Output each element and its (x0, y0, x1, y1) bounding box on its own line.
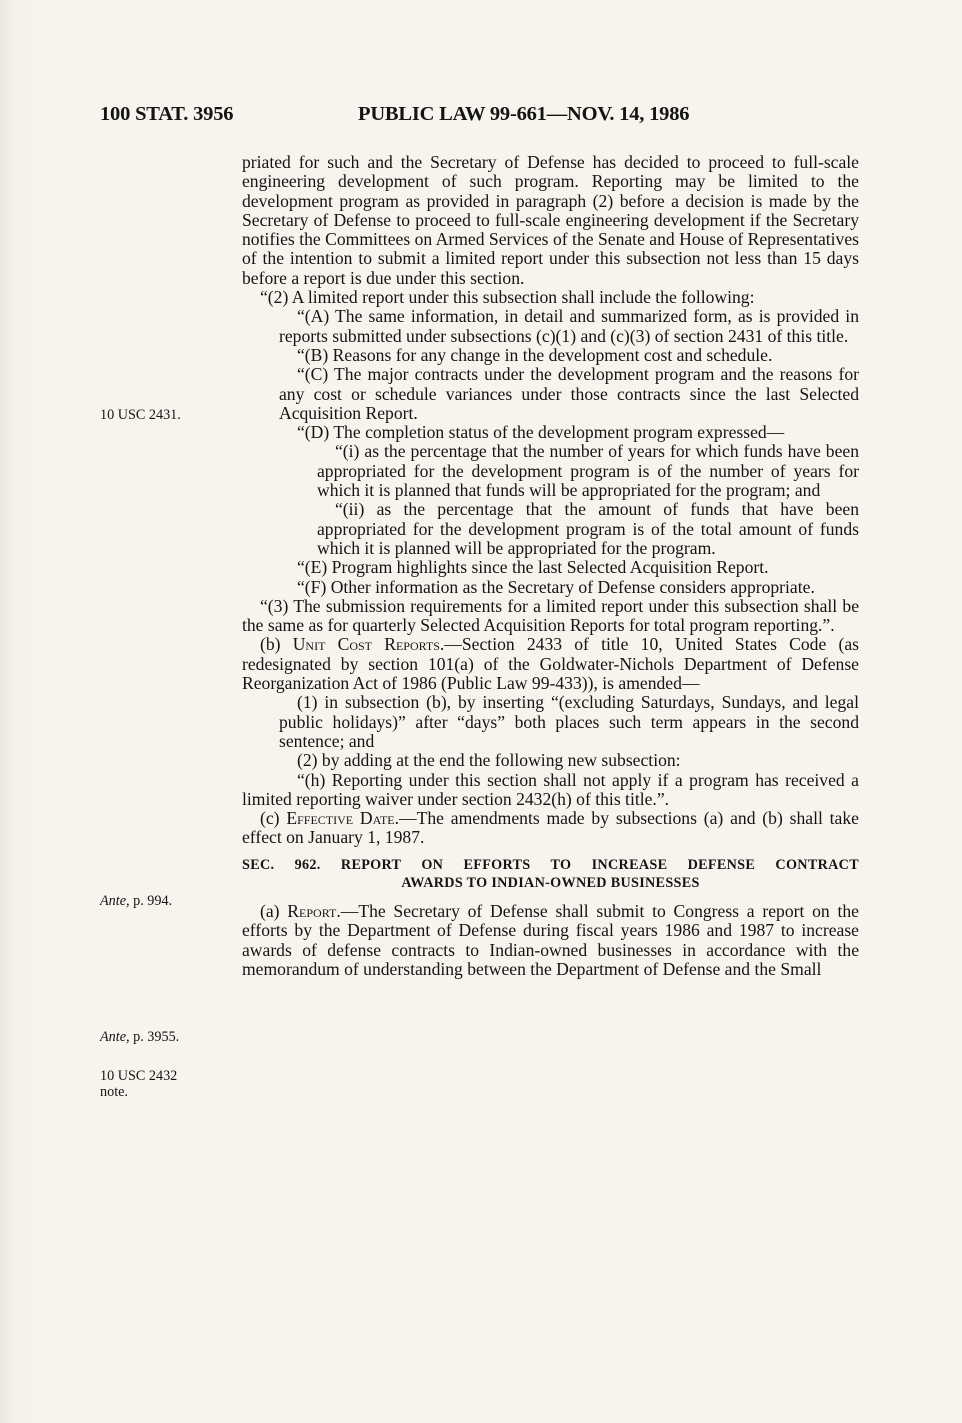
subsection-label: (b) (260, 634, 293, 655)
section-heading-line: SEC. 962. REPORT ON EFFORTS TO INCREASE DEFENSE CONTRACT (242, 856, 859, 873)
subsection-text: .—The Secretary of Defense shall submit to Congress a report on the efforts by the Department of Defense during fiscal years 1986 and 1987 to increase awards of defense contracts to Indian-owned businesses in accordance with the memorandum of understanding between the Department of Defense and the Small (242, 901, 859, 979)
subsection-heading: Effective Date (286, 808, 395, 829)
statute-page-number: 100 STAT. 3956 (100, 103, 234, 125)
subsection-label: (c) (260, 808, 287, 829)
section-heading-line: AWARDS TO INDIAN-OWNED BUSINESSES (401, 874, 700, 891)
paragraph-2: “(2) A limited report under this subsection shall include the following: (260, 287, 755, 308)
subparagraph-a: “(A) The same information, in detail and summarized form, as is provided in reports submitted under subsections (c)(1) and (c)(3) of section 2431 of this title. (279, 306, 859, 346)
subsection-b (242, 635, 859, 693)
margin-note-ante-3955 (100, 1029, 230, 1045)
subsection-heading: Report (287, 901, 337, 922)
margin-note-usc-2431 (100, 407, 230, 423)
amendment-2: (2) by adding at the end the following new subsection: (297, 750, 681, 771)
amendment-1: (1) in subsection (b), by inserting “(excluding Saturdays, Sundays, and legal public holidays)” after “days” both places such term appears in the second sentence; and (279, 692, 859, 751)
clause-ii: “(ii) as the percentage that the amount of funds that have been appropriated for the development program is of the total amount of funds which it is planned will be appropriated for the program. (317, 499, 859, 558)
subparagraph-d: “(D) The completion status of the development program expressed— (297, 422, 785, 443)
subsection-label: (a) (260, 901, 288, 922)
page-header (100, 103, 760, 135)
margin-note-ante-label: Ante, (100, 893, 130, 909)
section-heading (242, 856, 859, 892)
subparagraph-f: “(F) Other information as the Secretary of Defense considers appropriate. (297, 576, 815, 597)
public-law-title: PUBLIC LAW 99-661—NOV. 14, 1986 (358, 103, 690, 125)
subparagraph-e: “(E) Program highlights since the last Selected Acquisition Report. (297, 557, 769, 578)
margin-note-line: note. (100, 1084, 128, 1100)
subsection-c (242, 809, 859, 848)
margin-note-ante-label: Ante, (100, 1029, 130, 1045)
paragraph-continuation: priated for such and the Secretary of Defense has decided to proceed to full-scale engineering development of such program. Reporting may be limited to the development program as provided in paragraph (2) before a decision is made by the Secretary of Defense to proceed to full-scale engineering development if the Secretary notifies the Committees on Armed Services of the Senate and House of Representatives of the intention to submit a limited report under this subsection not less than 15 days before a report is due under this section. (242, 152, 859, 288)
subsection-a (242, 902, 859, 979)
paragraph-3: “(3) The submission requirements for a limited report under this subsection shall be the same as for quarterly Selected Acquisition Reports for total program reporting.”. (242, 595, 859, 636)
margin-note-line: 10 USC 2432 (100, 1068, 178, 1084)
margin-note-text: 10 USC 2431. (100, 407, 181, 423)
document-body (242, 153, 859, 979)
clause-i: “(i) as the percentage that the number of years for which funds have been appropriated for the development program is of the number of years for which it is planned that funds will be appropriated for the program; and (317, 441, 859, 501)
subparagraph-b: “(B) Reasons for any change in the development cost and schedule. (297, 344, 773, 365)
subsection-text: .—Section 2433 of title 10, United States Code (as redesignated by section 101(a) of the Goldwater-Nichols Department of Defense Reorganization Act of 1986 (Public Law 99-433)), is amended— (242, 634, 859, 694)
subparagraph-c: “(C) The major contracts under the development program and the reasons for any cost or schedule variances under those contracts since the last Selected Acquisition Report. (279, 364, 859, 423)
margin-note-ante-994 (100, 893, 230, 909)
subsection-text: .—The amendments made by subsections (a) and (b) shall take effect on January 1, 1987. (242, 808, 859, 848)
new-subsection-h: “(h) Reporting under this section shall not apply if a program has received a limited reporting waiver under section 2432(h) of this title.”. (242, 769, 859, 809)
margin-note-page: p. 994. (129, 893, 173, 909)
margin-note-usc-2432 (100, 1068, 230, 1100)
subsection-heading: Unit Cost Reports (292, 634, 440, 655)
margin-note-page: p. 3955. (129, 1029, 180, 1045)
